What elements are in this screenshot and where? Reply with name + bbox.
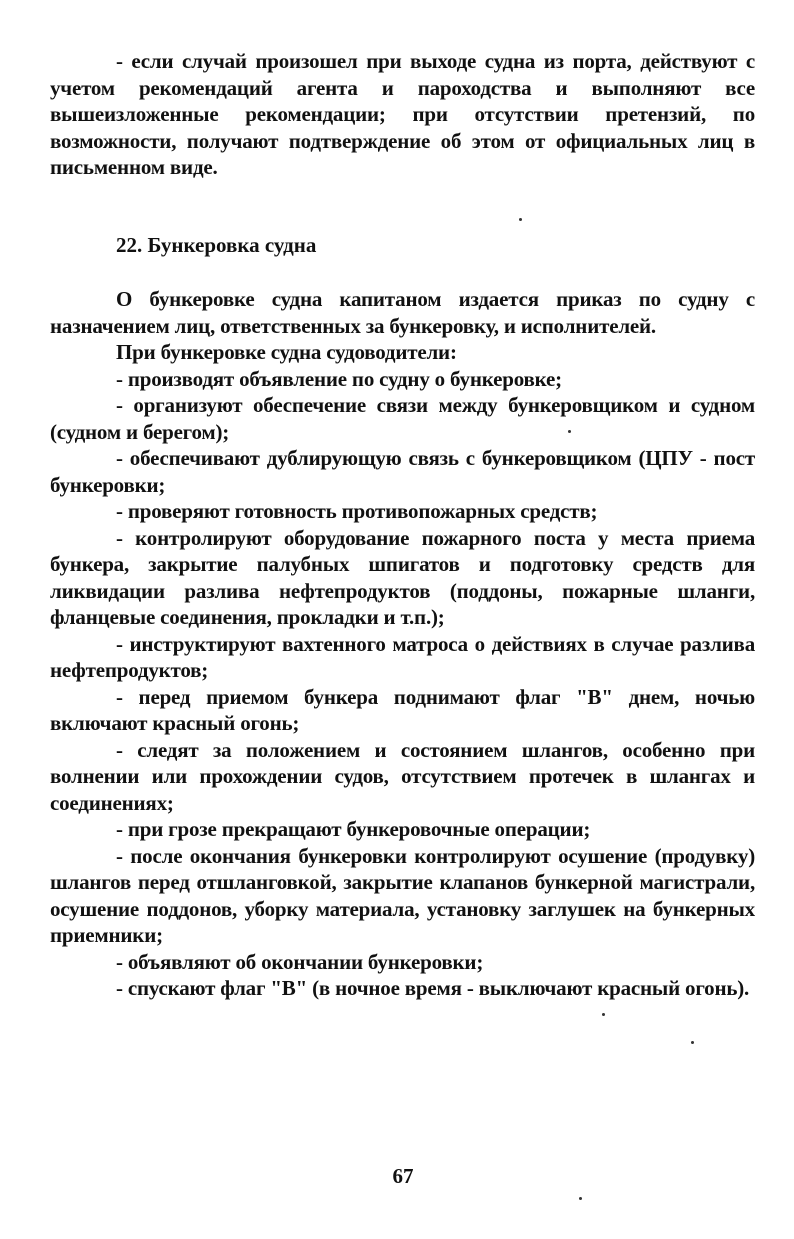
list-item: - спускают флаг "В" (в ночное время - выключают красный огонь). bbox=[116, 976, 750, 1000]
scan-speck bbox=[579, 1197, 582, 1200]
intro-block bbox=[50, 48, 755, 181]
intro-paragraph: - если случай произошел при выходе судна из порта, действуют с учетом рекомендаций агента и пароходства и выполняют все вышеизложенные рекомендации; при отсутствии претензий, по возможности, получают подтверждение об этом от официальных лиц в письменном виде. bbox=[50, 49, 755, 179]
list-item: - инструктируют вахтенного матроса о действиях в случае разлива нефтепродуктов; bbox=[50, 631, 755, 682]
list-item: - следят за положением и состоянием шлангов, особенно при волнении или прохождении судов, отсутствием протечек в шлангах и соединениях; bbox=[50, 737, 755, 815]
list-item: - контролируют оборудование пожарного поста у места приема бункера, закрытие палубных шпигатов и подготовку средств для ликвидации разлива нефтепродуктов (поддоны, пожарные шланги, фланцевые соединения, прокладки и т.п.); bbox=[50, 525, 755, 629]
section-body bbox=[50, 286, 755, 1002]
list-item: - при грозе прекращают бункеровочные операции; bbox=[116, 817, 591, 841]
paragraph: О бункеровке судна капитаном издается приказ по судну с назначением лиц, ответственных за бункеровку, и исполнителей. bbox=[50, 287, 755, 338]
scan-speck bbox=[691, 1041, 694, 1044]
scan-speck bbox=[602, 1013, 605, 1016]
list-item: - организуют обеспечение связи между бункеровщиком и судном (судном и берегом); bbox=[50, 393, 755, 444]
scan-speck bbox=[568, 430, 571, 433]
section-heading: 22. Бункеровка судна bbox=[116, 233, 317, 257]
scan-speck bbox=[519, 218, 522, 221]
list-item: - перед приемом бункера поднимают флаг "В" днем, ночью включают красный огонь; bbox=[50, 684, 755, 735]
list-item: - обеспечивают дублирующую связь с бункеровщиком (ЦПУ - пост бункеровки; bbox=[50, 446, 755, 497]
list-item: - проверяют готовность противопожарных средств; bbox=[116, 499, 598, 523]
page-number: 67 bbox=[392, 1164, 414, 1188]
list-item: - после окончания бункеровки контролируют осушение (продувку) шлангов перед отшланговкой, закрытие клапанов бункерной магистрали, осушение поддонов, уборку материала, установку заглушек на бункерных приемники; bbox=[50, 843, 755, 947]
paragraph: При бункеровке судна судоводители: bbox=[116, 340, 457, 364]
list-item: - объявляют об окончании бункеровки; bbox=[116, 949, 484, 974]
list-item: - производят объявление по судну о бункеровке; bbox=[116, 366, 562, 391]
